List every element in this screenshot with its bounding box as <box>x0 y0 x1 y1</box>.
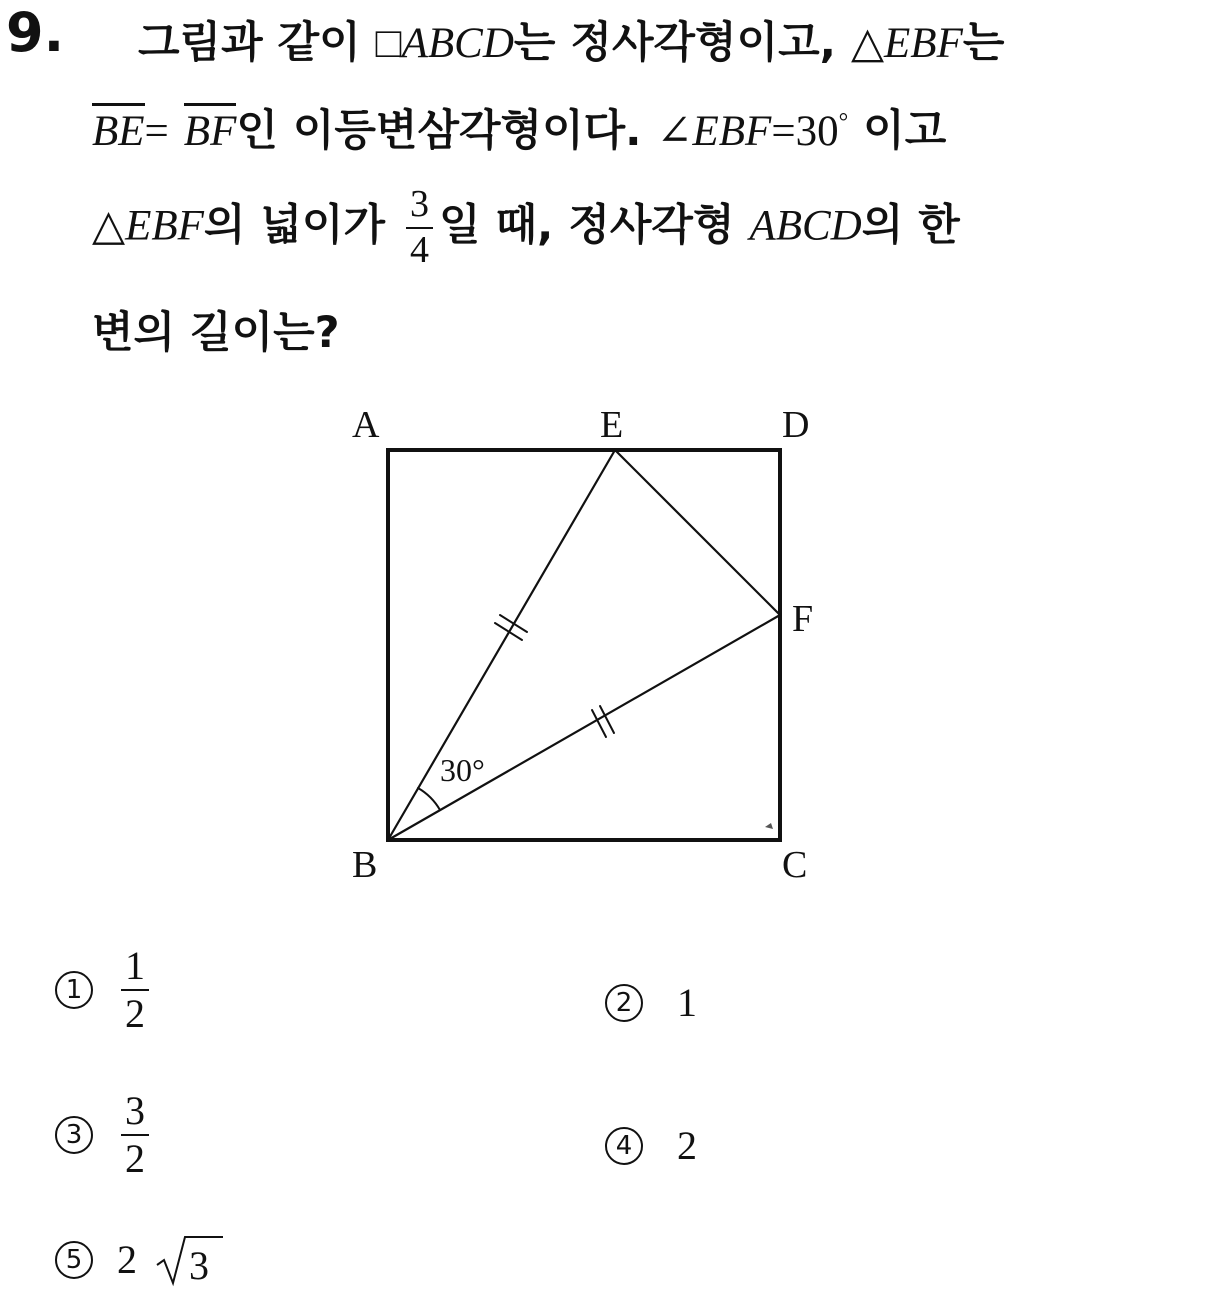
fraction-numerator: 1 <box>121 945 149 991</box>
option-2-marker: 2 <box>605 984 643 1022</box>
area-fraction <box>406 185 433 271</box>
option-2[interactable] <box>605 975 697 1026</box>
question-text: 는 정사각형이고, <box>513 18 851 68</box>
option-3-fraction <box>121 1090 149 1180</box>
label-f: F <box>792 598 814 640</box>
segment-bf: BF <box>184 103 237 155</box>
question-text: 일 때, 정사각형 <box>438 200 750 251</box>
question-number: 9. <box>6 1 65 64</box>
triangle-symbol: △ <box>850 20 885 67</box>
question-line-3 <box>92 185 960 271</box>
equals-sign: = <box>144 108 169 155</box>
triangle-symbol: △ <box>92 202 126 250</box>
question-text: 그림과 같이 <box>138 18 376 68</box>
degree-mark: ° <box>838 109 849 136</box>
question-line-4: 변의 길이는? <box>92 308 340 358</box>
angle-arc <box>418 788 440 810</box>
geometry-figure <box>330 395 850 895</box>
angle-value: 30 <box>795 108 839 155</box>
question-text: 이고 <box>848 106 947 156</box>
option-4-value: 2 <box>677 1123 697 1169</box>
question-text: 인 이등변삼각형이다. <box>236 106 657 156</box>
fraction-denominator: 2 <box>125 1136 145 1181</box>
question-text: 의 한 <box>861 200 960 251</box>
option-5-radicand: 3 <box>189 1242 209 1287</box>
label-a: A <box>352 404 380 446</box>
fraction-numerator: 3 <box>121 1090 149 1136</box>
fraction-numerator: 3 <box>406 185 433 229</box>
question-text: 는 <box>962 18 1005 68</box>
math-ebf: EBF <box>125 202 204 250</box>
label-d: D <box>782 404 810 446</box>
fraction-denominator: 2 <box>125 991 145 1036</box>
label-c: C <box>782 844 808 886</box>
question-line-2 <box>92 106 947 156</box>
math-ebf: EBF <box>884 20 963 67</box>
option-4[interactable] <box>605 1118 697 1169</box>
question-text: 의 넓이가 <box>203 200 400 251</box>
math-ebf: EBF <box>692 108 772 155</box>
option-2-value: 1 <box>677 980 697 1026</box>
label-b: B <box>352 844 378 886</box>
option-1[interactable] <box>55 945 155 1035</box>
angle-label: 30° <box>440 752 485 788</box>
question-line-1 <box>138 18 1005 68</box>
angle-symbol: ∠ <box>656 108 693 155</box>
segment-bf-line <box>388 615 780 840</box>
option-1-marker: 1 <box>55 971 93 1009</box>
square-symbol: □ <box>375 20 402 67</box>
option-3[interactable] <box>55 1090 155 1180</box>
option-1-fraction <box>121 945 149 1035</box>
option-5[interactable] <box>55 1232 225 1287</box>
option-3-marker: 3 <box>55 1116 93 1154</box>
fraction-denominator: 4 <box>409 228 429 271</box>
segment-be-line <box>388 450 615 840</box>
label-e: E <box>600 404 624 446</box>
option-5-coefficient: 2 <box>117 1237 137 1283</box>
option-4-marker: 4 <box>605 1127 643 1165</box>
segment-be: BE <box>92 103 145 155</box>
equals-sign: = <box>771 108 796 155</box>
option-5-marker: 5 <box>55 1241 93 1279</box>
sqrt-symbol-icon <box>155 1233 225 1287</box>
math-abcd: ABCD <box>749 202 862 250</box>
segment-ef-line <box>615 450 780 615</box>
math-abcd: ABCD <box>401 20 514 67</box>
corner-mark <box>765 823 773 829</box>
